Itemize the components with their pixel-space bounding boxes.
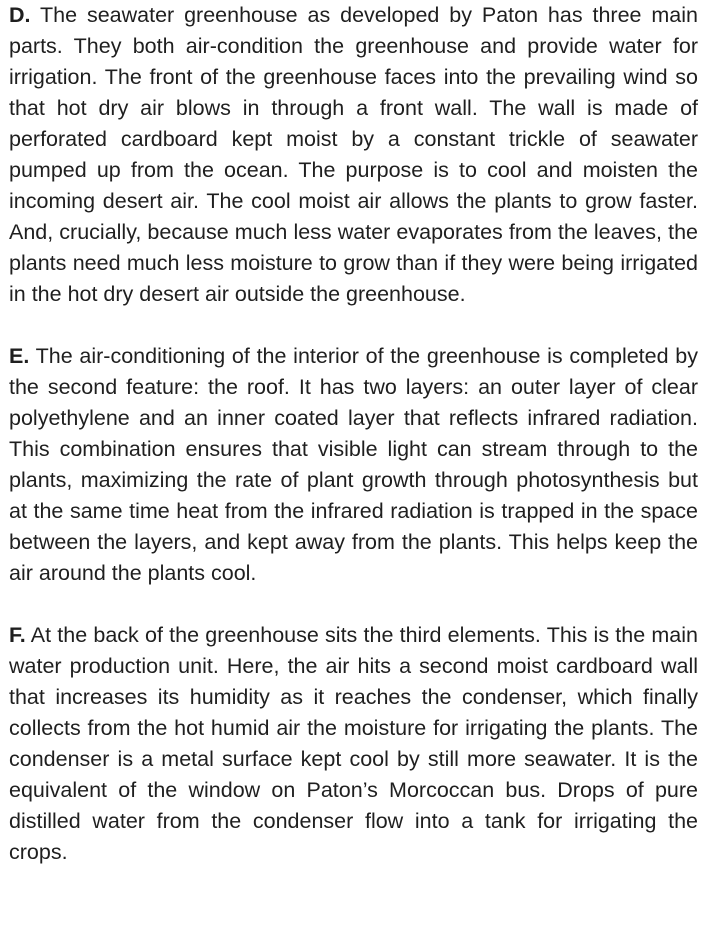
paragraph-label-d: D.	[9, 3, 31, 27]
paragraph-label-f: F.	[9, 623, 26, 647]
paragraph-text-f: At the back of the greenhouse sits the third elements. This is the main water production unit. Here, the air hits a second moist cardboard wall that increases its humidity as it reaches the condenser, which finally collects from the hot humid air the moisture for irrigating the plants. The condenser is a metal surface kept cool by still more seawater. It is the equivalent of the window on Paton’s Morcoccan bus. Drops of pure distilled water from the condenser flow into a tank for irrigating the crops.	[9, 623, 698, 864]
document-page	[9, 0, 698, 868]
paragraph-e	[9, 341, 698, 589]
paragraph-text-d: The seawater greenhouse as developed by Paton has three main parts. They both air-condition the greenhouse and provide water for irrigation. The front of the greenhouse faces into the prevailing wind so that hot dry air blows in through a front wall. The wall is made of perforated cardboard kept moist by a constant trickle of seawater pumped up from the ocean. The purpose is to cool and moisten the incoming desert air. The cool moist air allows the plants to grow faster. And, crucially, because much less water evaporates from the leaves, the plants need much less moisture to grow than if they were being irrigated in the hot dry desert air outside the greenhouse.	[9, 3, 698, 306]
paragraph-text-e: The air-conditioning of the interior of the greenhouse is completed by the second feature: the roof. It has two layers: an outer layer of clear polyethylene and an inner coated layer that reflects infrared radiation. This combination ensures that visible light can stream through to the plants, maximizing the rate of plant growth through photosynthesis but at the same time heat from the infrared radiation is trapped in the space between the layers, and kept away from the plants. This helps keep the air around the plants cool.	[9, 344, 698, 585]
paragraph-f	[9, 620, 698, 868]
paragraph-d	[9, 0, 698, 310]
paragraph-label-e: E.	[9, 344, 30, 368]
